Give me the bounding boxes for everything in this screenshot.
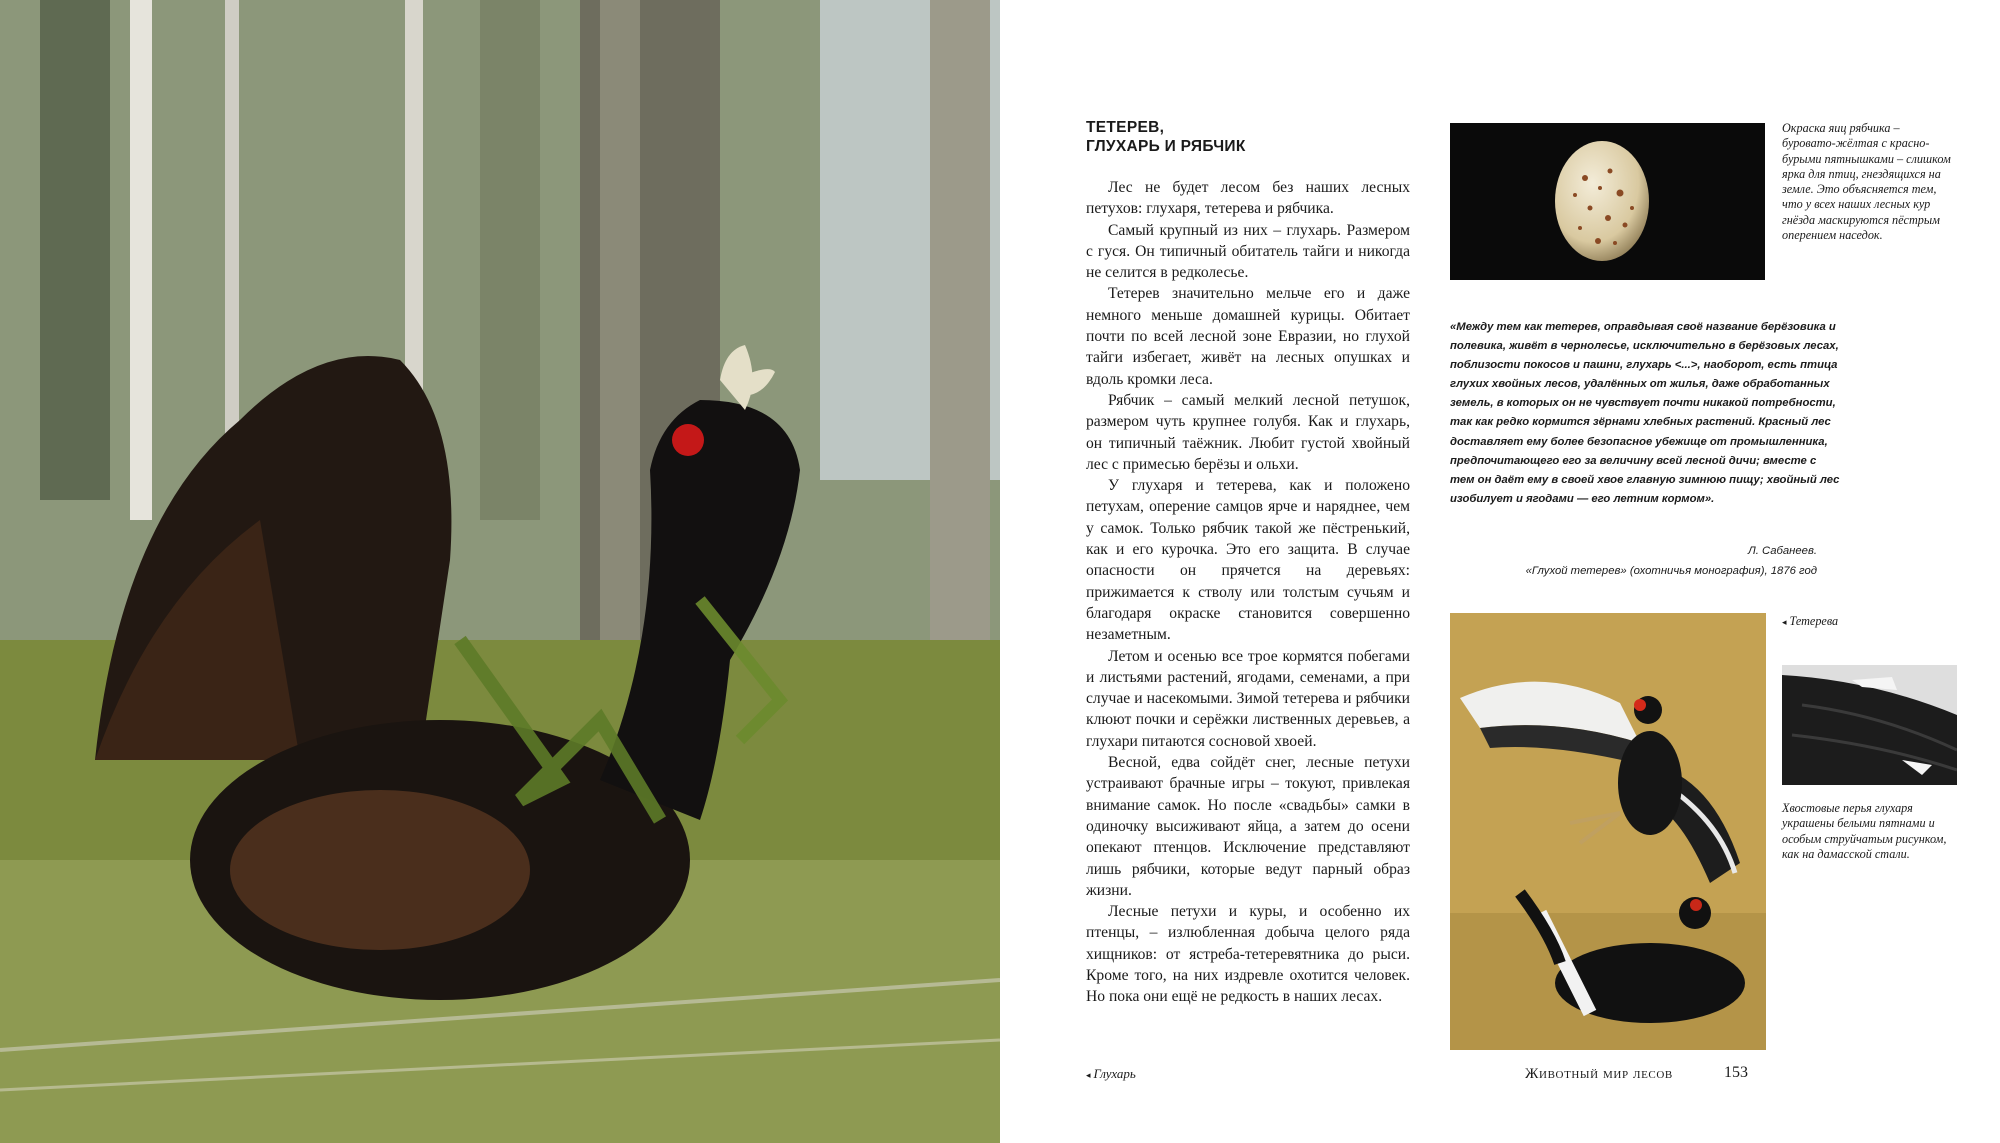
article-paragraph: Лес не будет лесом без наших лесных петухов: глухаря, тетерева и рябчика. bbox=[1086, 179, 1410, 218]
article-paragraph: Самый крупный из них – глухарь. Размером с гуся. Он типичный обитатель тайги и никогда не селится в редколесье. bbox=[1086, 221, 1410, 282]
black-grouse-illustration bbox=[1450, 613, 1766, 1050]
sabaneev-quote bbox=[1450, 318, 1842, 509]
quote-text: «Между тем как тетерев, оправдывая своё название берёзовика и полевика, живёт в чернолесье, исключительно в берёзовых лесах, поблизости покосов и пашни, глухарь <...>, наоборот, есть птица глухих хвойных лесов, удалённых от жилья, даже обработанных земель, в которых он не чувствует почти никакой потребности, так как редко кормится зёрнами хлебных растений. Красный лес доставляет ему более безопасное убежище от промышленника, предпочитающего его за величину всей лесной дичи; вместе с тем он даёт ему в своей хвое главную зимнюю пищу; хвойный лес изобилует и ягодами — его летним кормом». bbox=[1450, 321, 1840, 505]
capercaillie-caption bbox=[1086, 1066, 1136, 1083]
article-paragraph: Лесные петухи и куры, и особенно их птенцы, – излюбленная добыча целого ряда хищников: от ястреба-тетеревятника до рыси. Кроме того, на них издревле охотится человек. Но пока они ещё не редкость в наших лесах. bbox=[1086, 903, 1410, 1006]
black-grouse-caption bbox=[1782, 614, 1838, 630]
feather-illustration bbox=[1782, 665, 1957, 785]
article-body bbox=[1086, 177, 1410, 1008]
article-paragraph: У глухаря и тетерева, как и положено петухам, оперение самцов ярче и наряднее, чем у самок. Только рябчик такой же пёстренький, как и его курочка. Это его защита. В случае опасности он прячется на деревьях: прижимается к стволу или толстым сучьям и благодаря окраске становится совершенно незаметным. bbox=[1086, 477, 1410, 644]
article-paragraph: Летом и осенью все трое кормятся побегами и листьями растений, ягодами, семенами, а при случае и насекомыми. Зимой тетерева и рябчики клюют почки и серёжки лиственных деревьев, а глухари питаются сосновой хвоей. bbox=[1086, 647, 1410, 750]
article-paragraph: Тетерев значительно мельче его и даже немного меньше домашней курицы. Обитает почти по всей лесной зоне Евразии, но глухой тайги избегает, живёт на лесных опушках и вдоль кромки леса. bbox=[1086, 285, 1410, 388]
left-triangle-icon: ◂ bbox=[1782, 617, 1787, 627]
running-head: Животный мир лесов bbox=[1525, 1066, 1673, 1082]
quote-source: «Глухой тетерев» (охотничья монография), 1876 год bbox=[1525, 565, 1817, 577]
egg-illustration bbox=[1450, 123, 1765, 280]
left-triangle-icon: ◂ bbox=[1086, 1070, 1091, 1080]
page-number: 153 bbox=[1724, 1064, 1748, 1081]
feather-caption: Хвостовые перья глухаря украшены белыми пятнами и особым струйчатым рисунком, как на дамасской стали. bbox=[1782, 801, 1947, 861]
capercaillie-feather-photo bbox=[1782, 665, 1957, 785]
article-paragraph: Рябчик – самый мелкий лесной петушок, размером чуть крупнее голубя. Как и глухарь, он типичный таёжник. Любит густой хвойный лес с примесью берёзы и ольхи. bbox=[1086, 391, 1410, 473]
article-title-line1: ТЕТЕРЕВ, bbox=[1086, 119, 1165, 136]
egg-caption: Окраска яиц рябчика – буровато-жёлтая с красно-бурыми пятнышками – слишком ярка для птиц, гнездящихся на земле. Это объясняется тем, что у всех наших лесных кур гнёзда маскируются пёстрым оперением наседок. bbox=[1782, 121, 1951, 243]
article-title bbox=[1086, 118, 1346, 156]
article-paragraph: Весной, едва сойдёт снег, лесные петухи устраивают брачные игры – токуют, привлекая внимание самок. Но после «свадьбы» самки в одиночку высиживают яйца, а затем до осени опекают птенцов. Исключение представляют лишь рябчики, которые ведут парный образ жизни. bbox=[1086, 754, 1410, 899]
quote-attribution bbox=[1450, 541, 1817, 581]
black-grouse-photo bbox=[1450, 613, 1766, 1050]
black-grouse-caption-text: Тетерева bbox=[1789, 614, 1839, 628]
hazel-grouse-egg-photo bbox=[1450, 123, 1765, 280]
article-title-line2: ГЛУХАРЬ И РЯБЧИК bbox=[1086, 138, 1246, 155]
capercaillie-caption-text: Глухарь bbox=[1093, 1066, 1136, 1081]
quote-author: Л. Сабанеев. bbox=[1747, 545, 1817, 557]
